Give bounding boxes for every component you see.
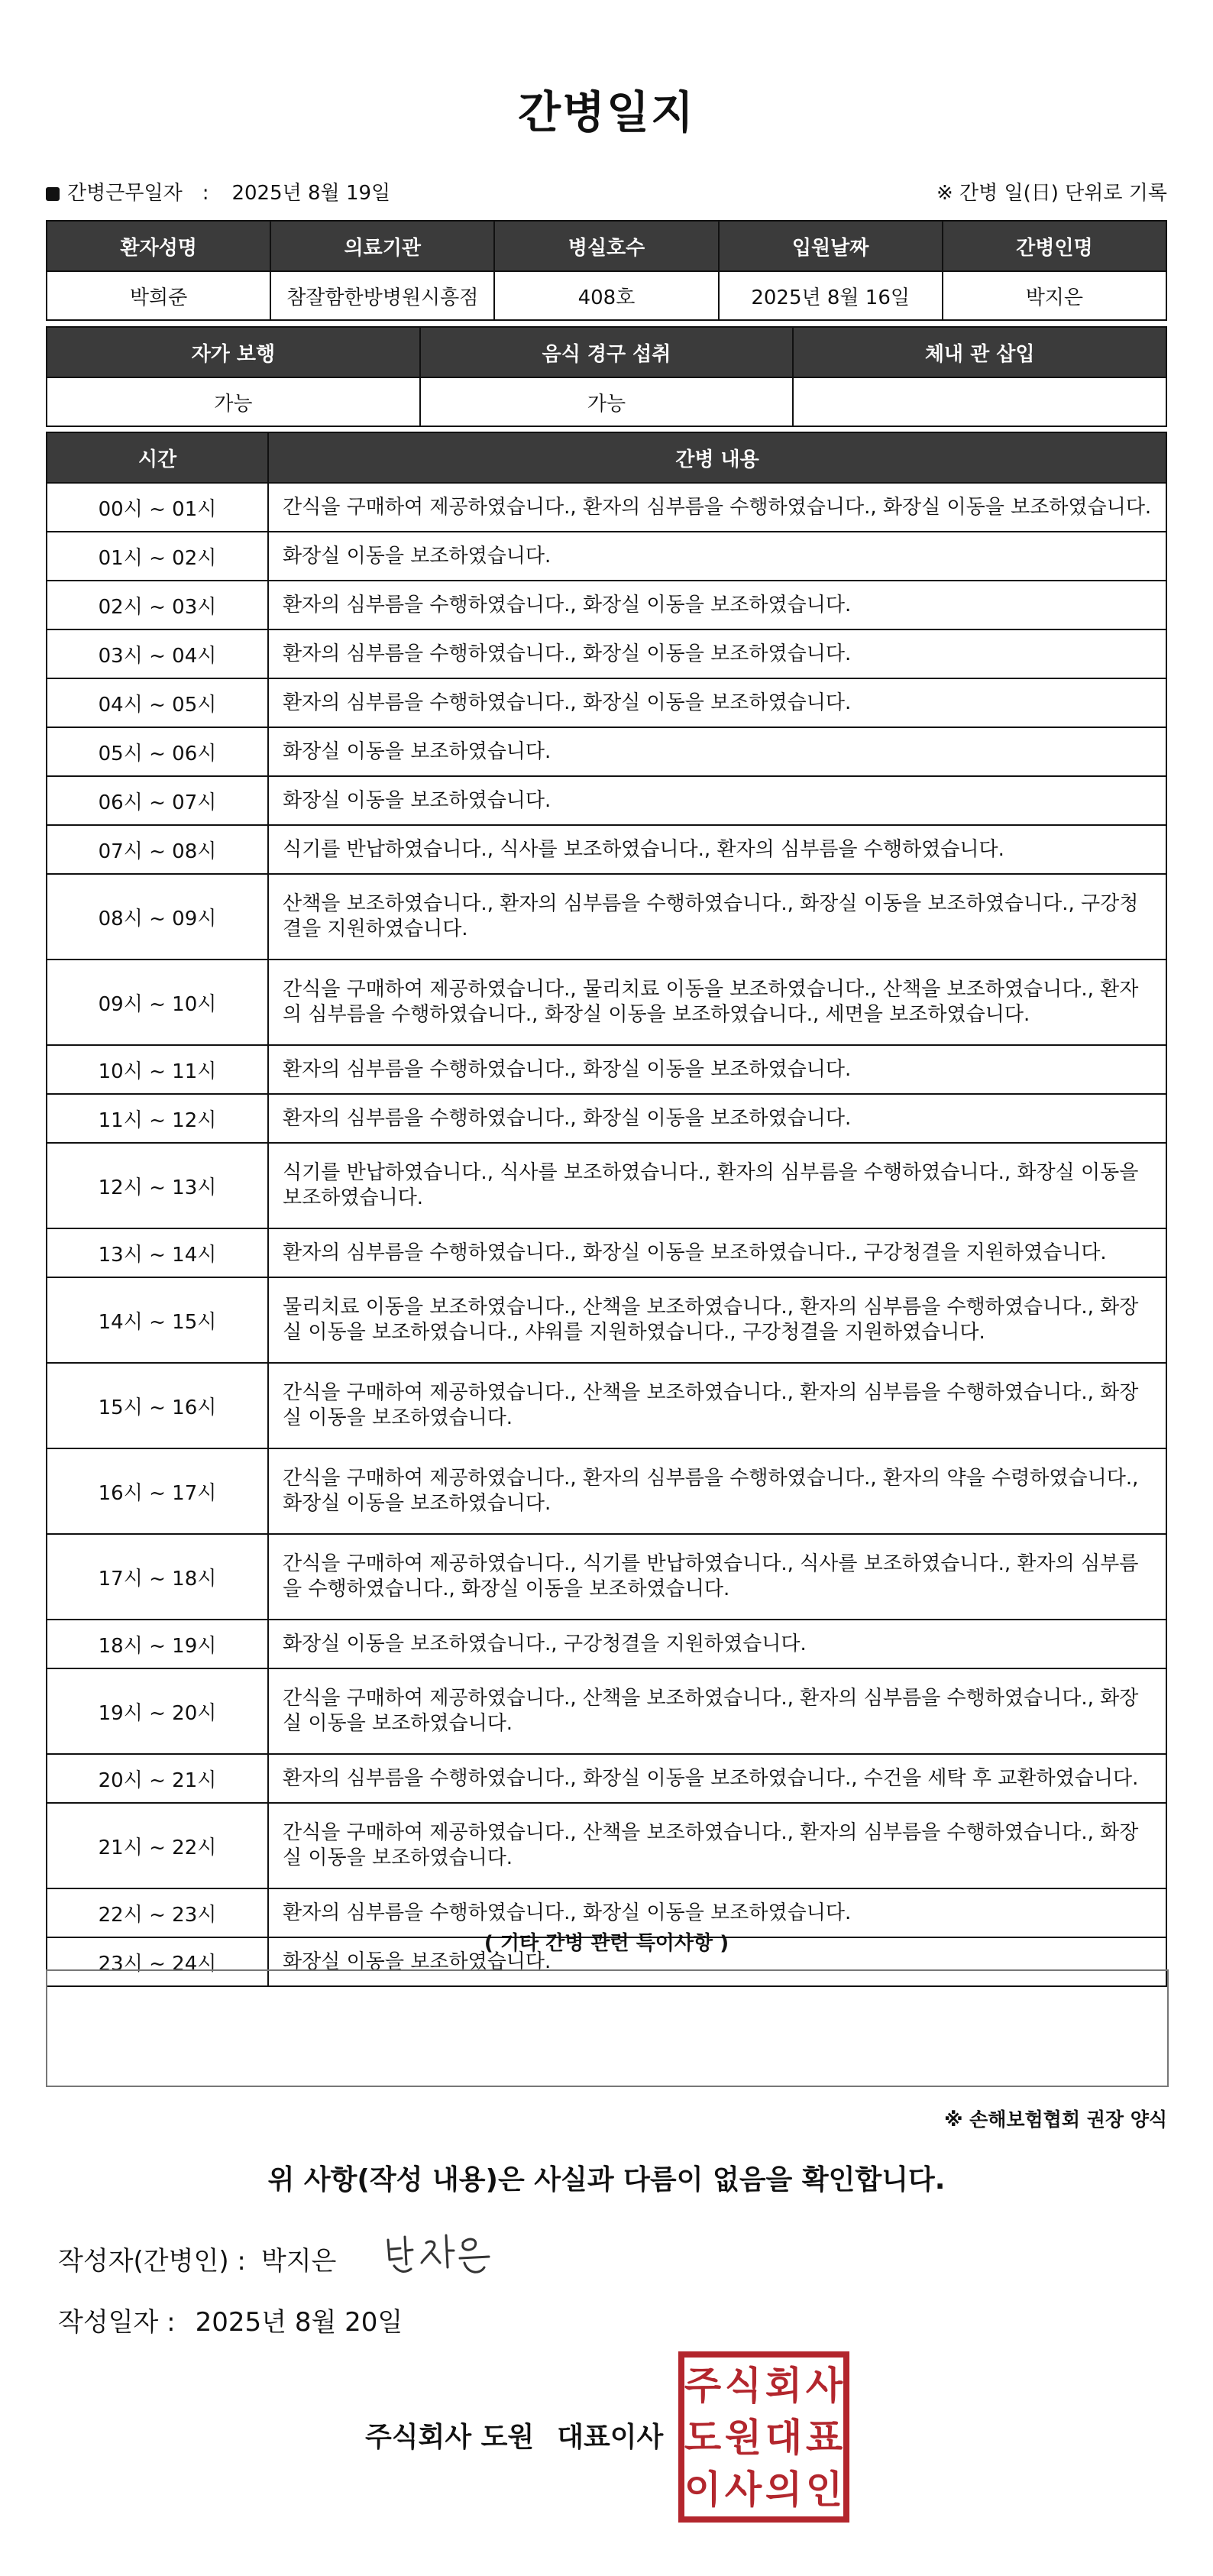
log-content: 화장실 이동을 보조하였습니다. [268,1937,1166,1986]
log-time: 09시 ~ 10시 [47,960,268,1045]
log-content: 간식을 구매하여 제공하였습니다., 환자의 심부름을 수행하였습니다., 화장실 이동을 보조하였습니다. [268,483,1166,532]
log-content: 간식을 구매하여 제공하였습니다., 식기를 반납하였습니다., 식사를 보조하였습니다., 환자의 심부름을 수행하였습니다., 화장실 이동을 보조하였습니다. [268,1534,1166,1620]
log-content: 화장실 이동을 보조하였습니다. [268,776,1166,825]
log-row [47,678,1166,727]
svg-text:사: 사 [724,2468,762,2512]
log-row [47,960,1166,1045]
admission-date: 2025년 8월 16일 [719,271,943,320]
log-time: 08시 ~ 09시 [47,874,268,960]
log-row [47,1094,1166,1143]
svg-text:식: 식 [724,2364,762,2408]
work-date-colon: : [202,182,209,205]
log-time: 00시 ~ 01시 [47,483,268,532]
log-time: 18시 ~ 19시 [47,1620,268,1668]
hospital-name: 참잘함한방병원시흥점 [270,271,494,320]
info-header: 환자성명 [47,221,270,271]
walking-status: 가능 [47,377,420,426]
svg-text:사: 사 [805,2364,843,2408]
log-content: 간식을 구매하여 제공하였습니다., 산책을 보조하였습니다., 환자의 심부름을 수행하였습니다., 화장실 이동을 보조하였습니다. [268,1363,1166,1448]
log-content: 환자의 심부름을 수행하였습니다., 화장실 이동을 보조하였습니다., 수건을 세탁 후 교환하였습니다. [268,1754,1166,1803]
log-time: 17시 ~ 18시 [47,1534,268,1620]
remarks-box [46,1969,1169,2087]
log-time: 07시 ~ 08시 [47,825,268,874]
log-time: 23시 ~ 24시 [47,1937,268,1986]
log-row [47,825,1166,874]
care-log-table [46,432,1167,1987]
writer-name: 박지은 [260,2246,337,2277]
svg-text:회: 회 [765,2364,803,2408]
log-time: 14시 ~ 15시 [47,1277,268,1363]
tube-status [793,377,1166,426]
log-row [47,1143,1166,1228]
writer-label: 작성자(간병인) : [58,2246,246,2277]
work-date-value: 2025년 8월 19일 [231,182,391,205]
log-row [47,1534,1166,1620]
log-time: 12시 ~ 13시 [47,1143,268,1228]
log-time: 16시 ~ 17시 [47,1448,268,1534]
log-row [47,1803,1166,1888]
log-row [47,1754,1166,1803]
log-content: 식기를 반납하였습니다., 식사를 보조하였습니다., 환자의 심부름을 수행하였습니다. [268,825,1166,874]
log-row [47,1448,1166,1534]
log-content: 환자의 심부름을 수행하였습니다., 화장실 이동을 보조하였습니다. [268,678,1166,727]
room-number: 408호 [494,271,718,320]
log-time: 05시 ~ 06시 [47,727,268,776]
info-header: 의료기관 [270,221,494,271]
bullet-icon [46,187,60,201]
svg-text:표: 표 [805,2416,843,2460]
log-time: 13시 ~ 14시 [47,1228,268,1277]
svg-text:의: 의 [765,2468,803,2512]
company-role: 대표이사 [557,2422,664,2453]
svg-text:주: 주 [684,2364,722,2408]
oral-intake-status: 가능 [420,377,794,426]
caregiver-name: 박지은 [943,271,1166,320]
log-content: 환자의 심부름을 수행하였습니다., 화장실 이동을 보조하였습니다., 구강청결을 지원하였습니다. [268,1228,1166,1277]
info-header: 입원날짜 [719,221,943,271]
log-row [47,1668,1166,1754]
log-time: 19시 ~ 20시 [47,1668,268,1754]
patient-name: 박희준 [47,271,270,320]
log-row [47,874,1166,960]
svg-text:원: 원 [724,2416,762,2460]
log-row [47,581,1166,629]
log-content: 환자의 심부름을 수행하였습니다., 화장실 이동을 보조하였습니다. [268,581,1166,629]
work-date-label: 간병근무일자 [67,182,183,205]
written-date-label: 작성일자 : [58,2307,176,2338]
daily-note: ※ 간병 일(日) 단위로 기록 [936,182,1167,205]
confirmation-statement: 위 사항(작성 내용)은 사실과 다름이 없음을 확인합니다. [267,2164,946,2196]
log-content: 환자의 심부름을 수행하였습니다., 화장실 이동을 보조하였습니다. [268,1888,1166,1937]
log-content: 간식을 구매하여 제공하였습니다., 산책을 보조하였습니다., 환자의 심부름을 수행하였습니다., 화장실 이동을 보조하였습니다. [268,1668,1166,1754]
written-date-line [58,2301,403,2338]
log-time: 21시 ~ 22시 [47,1803,268,1888]
log-time: 01시 ~ 02시 [47,532,268,581]
patient-info-table [46,220,1167,321]
written-date-value: 2025년 8월 20일 [195,2307,403,2338]
log-row [47,1620,1166,1668]
log-content: 간식을 구매하여 제공하였습니다., 산책을 보조하였습니다., 환자의 심부름을 수행하였습니다., 화장실 이동을 보조하였습니다. [268,1803,1166,1888]
log-row [47,727,1166,776]
log-time: 22시 ~ 23시 [47,1888,268,1937]
log-content: 물리치료 이동을 보조하였습니다., 산책을 보조하였습니다., 환자의 심부름을 수행하였습니다., 화장실 이동을 보조하였습니다., 샤워를 지원하였습니다., 구강청결을 지원하였습니다. [268,1277,1166,1363]
svg-text:이: 이 [684,2468,722,2512]
meta-line [46,177,1167,205]
writer-line [58,2240,336,2277]
log-time: 02시 ~ 03시 [47,581,268,629]
log-row [47,1363,1166,1448]
log-time: 06시 ~ 07시 [47,776,268,825]
log-row [47,483,1166,532]
log-row [47,532,1166,581]
log-row [47,629,1166,678]
log-content: 화장실 이동을 보조하였습니다. [268,532,1166,581]
log-content: 산책을 보조하였습니다., 환자의 심부름을 수행하였습니다., 화장실 이동을 보조하였습니다., 구강청결을 지원하였습니다. [268,874,1166,960]
status-header: 자가 보행 [47,327,420,377]
log-content: 환자의 심부름을 수행하였습니다., 화장실 이동을 보조하였습니다. [268,629,1166,678]
log-content: 화장실 이동을 보조하였습니다. [268,727,1166,776]
log-content: 화장실 이동을 보조하였습니다., 구강청결을 지원하였습니다. [268,1620,1166,1668]
log-time: 11시 ~ 12시 [47,1094,268,1143]
log-content: 환자의 심부름을 수행하였습니다., 화장실 이동을 보조하였습니다. [268,1094,1166,1143]
log-row [47,776,1166,825]
handwritten-signature-icon [382,2229,497,2284]
log-content: 간식을 구매하여 제공하였습니다., 물리치료 이동을 보조하였습니다., 산책을 보조하였습니다., 환자의 심부름을 수행하였습니다., 화장실 이동을 보조하였습니다., 세면을 보조하였습니다. [268,960,1166,1045]
company-name: 주식회사 도원 [365,2422,535,2453]
log-row [47,1228,1166,1277]
patient-status-table [46,326,1167,427]
status-header: 체내 관 삽입 [793,327,1166,377]
page-title: 간병일지 [517,86,696,138]
time-header: 시간 [47,432,268,483]
log-content: 환자의 심부름을 수행하였습니다., 화장실 이동을 보조하였습니다. [268,1045,1166,1094]
log-row [47,1045,1166,1094]
company-line [365,2416,663,2455]
info-header: 병실호수 [494,221,718,271]
log-content: 식기를 반납하였습니다., 식사를 보조하였습니다., 환자의 심부름을 수행하였습니다., 화장실 이동을 보조하였습니다. [268,1143,1166,1228]
content-header: 간병 내용 [268,432,1166,483]
log-time: 10시 ~ 11시 [47,1045,268,1094]
status-header: 음식 경구 섭취 [420,327,794,377]
svg-text:대: 대 [765,2416,803,2460]
log-row [47,1277,1166,1363]
info-header: 간병인명 [943,221,1166,271]
log-time: 20시 ~ 21시 [47,1754,268,1803]
remarks-title: ( 기타 간병 관련 특이사항 ) [484,1932,729,1955]
company-seal-icon [678,2351,849,2523]
form-note: ※ 손해보험협회 권장 양식 [944,2108,1167,2131]
care-log-body [47,483,1166,1986]
log-time: 15시 ~ 16시 [47,1363,268,1448]
work-date [46,177,390,205]
svg-text:인: 인 [805,2468,843,2512]
log-content: 간식을 구매하여 제공하였습니다., 환자의 심부름을 수행하였습니다., 환자의 약을 수령하였습니다., 화장실 이동을 보조하였습니다. [268,1448,1166,1534]
log-time: 03시 ~ 04시 [47,629,268,678]
log-time: 04시 ~ 05시 [47,678,268,727]
svg-text:도: 도 [684,2416,722,2460]
